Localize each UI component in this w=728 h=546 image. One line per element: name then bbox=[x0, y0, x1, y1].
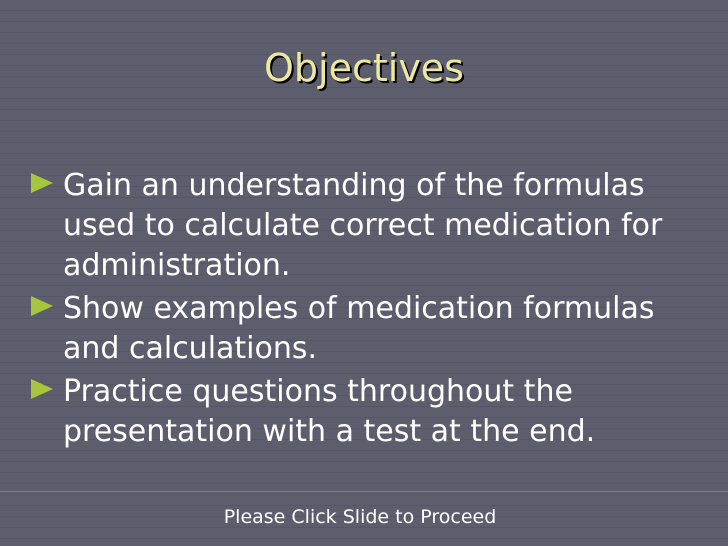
objective-item bbox=[31, 372, 711, 452]
objective-text: Show examples of medication formulas and calculations. bbox=[63, 291, 655, 366]
slide-title: Objectives bbox=[264, 46, 464, 90]
triangle-bullet-icon bbox=[31, 296, 53, 316]
objective-text: Practice questions throughout the presentation with a test at the end. bbox=[63, 374, 596, 449]
objective-item bbox=[31, 166, 711, 286]
triangle-bullet-icon bbox=[31, 173, 53, 193]
objectives-list bbox=[31, 166, 711, 455]
proceed-link[interactable]: Please Click Slide to Proceed bbox=[223, 506, 497, 528]
objective-item bbox=[31, 289, 711, 369]
footer-divider bbox=[0, 491, 728, 492]
triangle-bullet-icon bbox=[31, 379, 53, 399]
objective-text: Gain an understanding of the formulas used to calculate correct medication for administration. bbox=[63, 168, 663, 283]
